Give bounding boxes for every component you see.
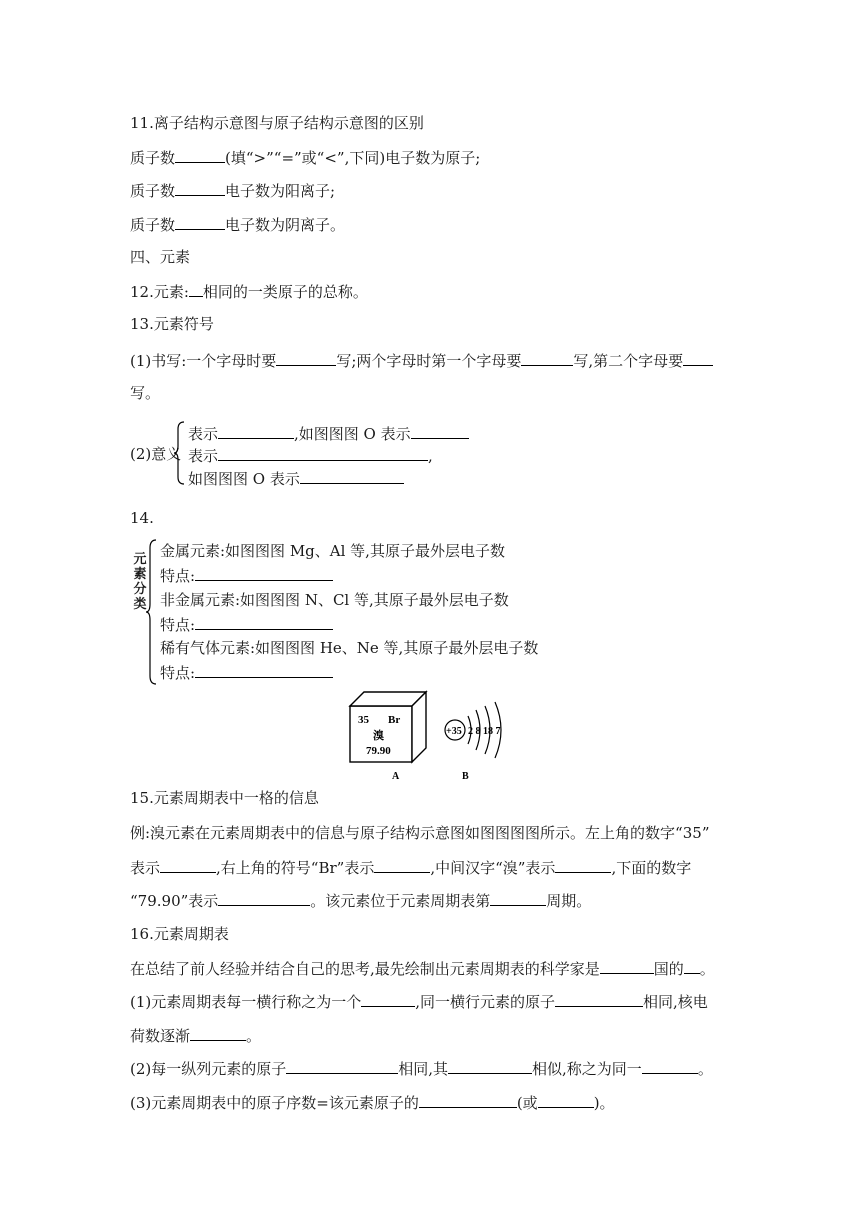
q16-line-2: (1)元素周期表每一横行称之为一个 ,同一横行元素的原子 相同,核电 xyxy=(130,993,708,1011)
q15-title: 15.元素周期表中一格的信息 xyxy=(130,789,319,807)
answer-blank[interactable] xyxy=(218,890,310,906)
brace-icon xyxy=(174,420,186,486)
answer-blank[interactable] xyxy=(276,350,336,366)
answer-blank[interactable] xyxy=(175,147,225,163)
q13-title: 13.元素符号 xyxy=(130,315,214,333)
answer-blank[interactable] xyxy=(555,857,611,873)
answer-blank[interactable] xyxy=(190,1025,246,1041)
answer-blank[interactable] xyxy=(189,281,203,297)
q13-p1-line-1: (1)书写:一个字母时要 写;两个字母时第一个字母要 写,第二个字母要 xyxy=(130,350,713,371)
q16-line-1: 在总结了前人经验并结合自己的思考,最先绘制出元素周期表的科学家是 国的 。 xyxy=(130,960,715,978)
answer-blank[interactable] xyxy=(411,423,469,439)
atomic-mass: 79.90 xyxy=(366,745,391,757)
q14-row-6: 特点: xyxy=(160,662,333,683)
answer-blank[interactable] xyxy=(175,214,225,230)
answer-blank[interactable] xyxy=(683,350,713,366)
answer-blank[interactable] xyxy=(218,423,294,439)
answer-blank[interactable] xyxy=(684,958,700,974)
q13-p2-label: (2)意义 xyxy=(130,445,182,463)
answer-blank[interactable] xyxy=(490,890,546,906)
q16-line-3: 荷数逐渐 。 xyxy=(130,1027,262,1045)
answer-blank[interactable] xyxy=(286,1058,398,1074)
element-name: 溴 xyxy=(373,730,384,742)
answer-blank[interactable] xyxy=(218,445,428,461)
q16-line-4: (2)每一纵列元素的原子 相同,其 相似,称之为同一 。 xyxy=(130,1060,713,1078)
figure-label-b: B xyxy=(462,771,469,782)
answer-blank[interactable] xyxy=(521,350,573,366)
q11-line-3: 质子数 电子数为阴离子。 xyxy=(130,216,346,234)
nucleus-charge: +35 xyxy=(446,726,462,737)
q15-line-3: “79.90”表示 。该元素位于元素周期表第 周期。 xyxy=(130,892,592,910)
answer-blank[interactable] xyxy=(538,1092,594,1108)
q14-row-2: 特点: xyxy=(160,565,333,586)
answer-blank[interactable] xyxy=(448,1058,532,1074)
q13-p2-row-3: 如图图图 O 表示 xyxy=(188,468,404,489)
q11-title: 11.离子结构示意图与原子结构示意图的区别 xyxy=(130,114,424,132)
answer-blank[interactable] xyxy=(300,468,404,484)
answer-blank[interactable] xyxy=(374,857,430,873)
section-heading: 四、元素 xyxy=(130,248,191,266)
q16-line-5: (3)元素周期表中的原子序数=该元素原子的 (或 )。 xyxy=(130,1094,615,1112)
q14-row-3: 非金属元素:如图图图 N、Cl 等,其原子最外层电子数 xyxy=(160,591,509,609)
atom-structure-diagram xyxy=(445,702,501,758)
answer-blank[interactable] xyxy=(175,180,225,196)
q11-line-1: 质子数 (填“>”“=”或“<”,下同)电子数为原子; xyxy=(130,149,481,167)
brace-icon xyxy=(146,538,158,686)
shell-electrons: 2 8 18 7 xyxy=(468,726,501,737)
bromine-figure xyxy=(340,688,520,784)
answer-blank[interactable] xyxy=(195,614,333,630)
q16-title: 16.元素周期表 xyxy=(130,925,229,943)
vertical-label: 元 素 分 类 xyxy=(133,552,147,612)
answer-blank[interactable] xyxy=(642,1058,698,1074)
q13-p2-row-2: 表示 , xyxy=(188,447,433,465)
q11-line-2: 质子数 电子数为阳离子; xyxy=(130,182,336,200)
answer-blank[interactable] xyxy=(195,565,333,581)
answer-blank[interactable] xyxy=(600,958,654,974)
q14-number: 14. xyxy=(130,509,154,527)
answer-blank[interactable] xyxy=(361,991,415,1007)
periodic-cell-cube xyxy=(350,692,426,762)
q15-line-1: 例:溴元素在元素周期表中的信息与原子结构示意图如图图图图所示。左上角的数字“35” xyxy=(130,824,710,842)
answer-blank[interactable] xyxy=(195,662,333,678)
q12-line: 12.元素: 相同的一类原子的总称。 xyxy=(130,283,368,301)
q14-row-1: 金属元素:如图图图 Mg、Al 等,其原子最外层电子数 xyxy=(160,542,505,560)
answer-blank[interactable] xyxy=(555,991,643,1007)
q14-row-4: 特点: xyxy=(160,614,333,635)
q14-row-5: 稀有气体元素:如图图图 He、Ne 等,其原子最外层电子数 xyxy=(160,639,539,657)
q15-line-2: 表示 ,右上角的符号“Br”表示 ,中间汉字“溴”表示 ,下面的数字 xyxy=(130,859,692,877)
answer-blank[interactable] xyxy=(160,857,216,873)
q13-p2-row-1: 表示 ,如图图图 O 表示 xyxy=(188,423,469,444)
atomic-number: 35 xyxy=(358,714,369,726)
element-symbol: Br xyxy=(388,714,401,726)
q13-p1-line-2: 写。 xyxy=(130,384,161,402)
answer-blank[interactable] xyxy=(419,1092,517,1108)
figure-label-a: A xyxy=(392,771,400,782)
